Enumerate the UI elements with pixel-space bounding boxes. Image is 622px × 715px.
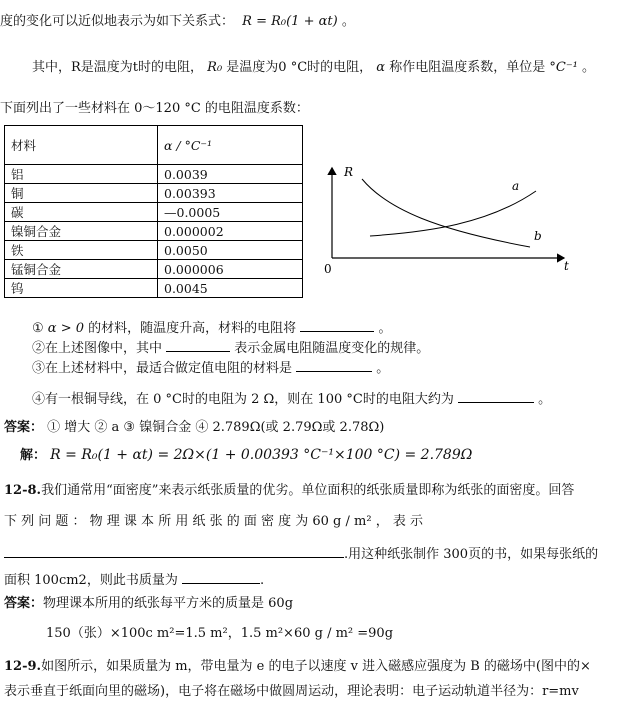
solution-1: 解： R = R₀(1 + αt) = 2Ω×(1 + 0.00393 °C⁻¹×100 °C) = 2.789Ω [20,447,473,463]
q12-9-line-1: 12-9.如图所示，如果质量为 m，带电量为 e 的电子以速度 v 进入磁感应强度为 B 的磁场中(图中的× [4,659,591,674]
resistance-temperature-graph [318,160,578,280]
question-1: ① α > 0 的材料，随温度升高，材料的电阻将 。 [32,321,392,336]
table-row: 铁 0.0050 [5,241,303,260]
intro-line-1: 度的变化可以近似地表示为如下关系式： R = R₀(1 + αt) 。 [0,14,355,29]
q12-8-line-3: .用这种纸张制作 300页的书，如果每张纸的 [4,543,598,562]
curve-b [362,179,530,247]
table-row: 碳 —0.0005 [5,203,303,222]
axis-label-r: R [344,165,354,179]
q12-8-answer: 答案：物理课本所用的纸张每平方米的质量是 60g [4,596,294,611]
material-coefficient-table [4,125,303,298]
formula-r: R = R₀(1 + αt) [242,14,338,29]
q12-9-line-2: 表示垂直于纸面向里的磁场)，电子将在磁场中做圆周运动，理论表明：电子运动轨道半径为：r=mv [4,684,579,699]
origin-label: 0 [324,262,332,276]
answer-blank-2[interactable] [166,339,230,352]
answer-blank-4[interactable] [458,390,534,403]
answer-blank-3[interactable] [296,359,372,372]
table-header-row [5,126,303,165]
table-row: 钨 0.0045 [5,279,303,298]
answer-blank-1[interactable] [300,319,374,332]
q12-8-calc: 150（张）×100c m²=1.5 m²，1.5 m²×60 g / m² =90g [46,626,394,641]
intro-line-3: 下面列出了一些材料在 0～120 °C 的电阻温度系数： [0,101,309,116]
table-header-material: 材料 [5,126,158,165]
axis-label-t: t [564,259,569,273]
table-row: 锰铜合金 0.000006 [5,260,303,279]
q12-8-line-1: 12-8.我们通常用“面密度”来表示纸张质量的优劣。单位面积的纸张质量即称为纸张的面密度。回答 [4,483,575,498]
answer-blank-6[interactable] [182,571,260,584]
question-4: ④有一根铜导线，在 0 °C时的电阻为 2 Ω，则在 100 °C时的电阻大约为 。 [32,392,552,407]
answer-blank-5[interactable] [4,545,344,558]
answer-1: 答案： ① 增大 ② a ③ 镍铜合金 ④ 2.789Ω(或 2.79Ω或 2.78Ω) [4,420,385,435]
q12-8-line-4: 面积 100cm2，则此书质量为 . [4,573,265,588]
intro-line-2: 其中，R是温度为t时的电阻， R₀ 是温度为0 °C时的电阻， α 称作电阻温度系数，单位是 °C⁻¹ 。 [32,60,596,75]
table-row: 铝 0.0039 [5,165,303,184]
q12-8-line-2: 下 列 问 题 ： 物 理 课 本 所 用 纸 张 的 面 密 度 为 60 g / m² ， 表 示 [4,514,423,529]
table-header-alpha: α / °C⁻¹ [158,126,303,165]
table-row: 铜 0.00393 [5,184,303,203]
curve-a-label: a [512,179,520,193]
table-row: 镍铜合金 0.000002 [5,222,303,241]
curve-b-label: b [534,229,542,243]
question-2: ②在上述图像中，其中 表示金属电阻随温度变化的规律。 [32,341,430,356]
question-3: ③在上述材料中，最适合做定值电阻的材料是 。 [32,361,390,376]
